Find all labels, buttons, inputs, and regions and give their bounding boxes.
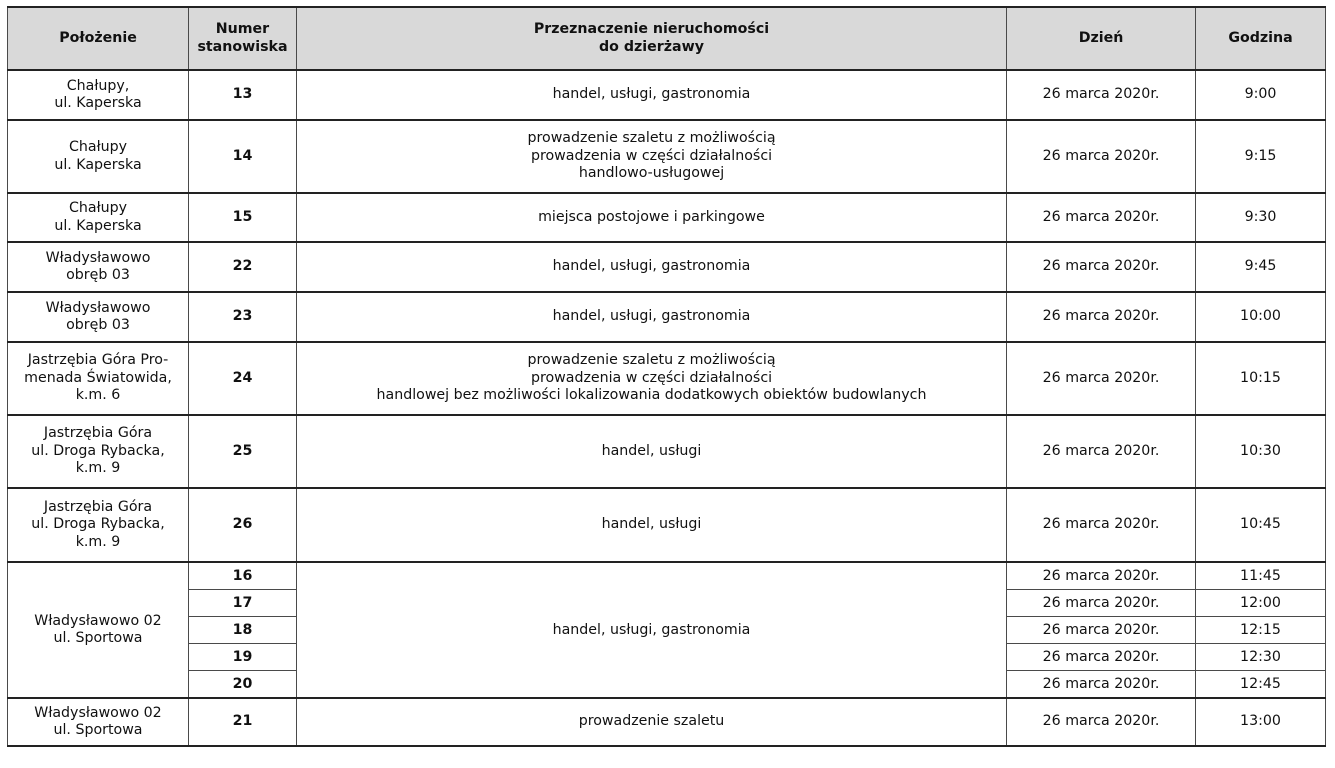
cell-location: Chałupy, ul. Kaperska: [8, 70, 189, 120]
cell-purpose: handel, usługi: [297, 488, 1007, 562]
cell-hour: 10:00: [1196, 292, 1326, 342]
cell-stand-number: 14: [189, 120, 297, 193]
cell-day: 26 marca 2020r.: [1007, 698, 1196, 746]
table-header: [8, 7, 1326, 70]
cell-purpose-group: handel, usługi, gastronomia: [297, 562, 1007, 698]
cell-hour: 10:30: [1196, 415, 1326, 488]
cell-purpose: prowadzenie szaletu: [297, 698, 1007, 746]
cell-location: Chałupy ul. Kaperska: [8, 120, 189, 193]
cell-stand-number: 25: [189, 415, 297, 488]
cell-purpose: handel, usługi, gastronomia: [297, 70, 1007, 120]
cell-hour: 9:30: [1196, 193, 1326, 242]
cell-day: 26 marca 2020r.: [1007, 488, 1196, 562]
cell-location: Jastrzębia Góra ul. Droga Rybacka, k.m. 9: [8, 415, 189, 488]
cell-hour: 10:15: [1196, 342, 1326, 415]
cell-stand-number: 23: [189, 292, 297, 342]
cell-stand-number: 16: [189, 562, 297, 590]
lease-schedule-table-container: [7, 6, 1325, 747]
cell-day: 26 marca 2020r.: [1007, 70, 1196, 120]
cell-hour: 12:15: [1196, 617, 1326, 644]
cell-purpose: handel, usługi, gastronomia: [297, 242, 1007, 292]
cell-hour: 10:45: [1196, 488, 1326, 562]
cell-hour: 12:30: [1196, 644, 1326, 671]
cell-day: 26 marca 2020r.: [1007, 242, 1196, 292]
table-row: [8, 292, 1326, 342]
cell-stand-number: 20: [189, 671, 297, 699]
lease-schedule-table: [7, 6, 1326, 747]
cell-purpose: handel, usługi, gastronomia: [297, 292, 1007, 342]
table-row: [8, 415, 1326, 488]
cell-day: 26 marca 2020r.: [1007, 562, 1196, 590]
header-row: [8, 7, 1326, 70]
header-purpose: Przeznaczenie nieruchomości do dzierżawy: [297, 7, 1007, 70]
cell-hour: 9:15: [1196, 120, 1326, 193]
cell-day: 26 marca 2020r.: [1007, 644, 1196, 671]
cell-day: 26 marca 2020r.: [1007, 193, 1196, 242]
cell-purpose: prowadzenie szaletu z możliwością prowadzenia w części działalności handlowej bez możliwości lokalizowania dodatkowych obiektów budowlanych: [297, 342, 1007, 415]
cell-location-group: Władysławowo 02 ul. Sportowa: [8, 562, 189, 698]
table-row: [8, 488, 1326, 562]
cell-location: Jastrzębia Góra Pro- menada Światowida, k.m. 6: [8, 342, 189, 415]
cell-stand-number: 17: [189, 590, 297, 617]
cell-day: 26 marca 2020r.: [1007, 590, 1196, 617]
cell-purpose: handel, usługi: [297, 415, 1007, 488]
cell-day: 26 marca 2020r.: [1007, 415, 1196, 488]
cell-hour: 11:45: [1196, 562, 1326, 590]
cell-stand-number: 15: [189, 193, 297, 242]
cell-stand-number: 13: [189, 70, 297, 120]
header-location: Położenie: [8, 7, 189, 70]
cell-stand-number: 24: [189, 342, 297, 415]
cell-hour: 9:45: [1196, 242, 1326, 292]
cell-stand-number: 18: [189, 617, 297, 644]
cell-purpose: miejsca postojowe i parkingowe: [297, 193, 1007, 242]
header-hour: Godzina: [1196, 7, 1326, 70]
cell-stand-number: 21: [189, 698, 297, 746]
cell-hour: 12:45: [1196, 671, 1326, 699]
cell-hour: 9:00: [1196, 70, 1326, 120]
table-body: [8, 70, 1326, 746]
table-row: [8, 120, 1326, 193]
cell-hour: 12:00: [1196, 590, 1326, 617]
cell-location: Chałupy ul. Kaperska: [8, 193, 189, 242]
table-row: [8, 698, 1326, 746]
cell-day: 26 marca 2020r.: [1007, 120, 1196, 193]
cell-location: Władysławowo obręb 03: [8, 292, 189, 342]
header-stand-number: Numer stanowiska: [189, 7, 297, 70]
cell-location: Władysławowo obręb 03: [8, 242, 189, 292]
cell-hour: 13:00: [1196, 698, 1326, 746]
header-day: Dzień: [1007, 7, 1196, 70]
cell-location: Władysławowo 02 ul. Sportowa: [8, 698, 189, 746]
cell-stand-number: 26: [189, 488, 297, 562]
table-row: [8, 70, 1326, 120]
cell-day: 26 marca 2020r.: [1007, 617, 1196, 644]
table-row: [8, 242, 1326, 292]
cell-day: 26 marca 2020r.: [1007, 671, 1196, 699]
cell-stand-number: 19: [189, 644, 297, 671]
table-row: [8, 193, 1326, 242]
table-row: [8, 342, 1326, 415]
cell-day: 26 marca 2020r.: [1007, 292, 1196, 342]
cell-location: Jastrzębia Góra ul. Droga Rybacka, k.m. 9: [8, 488, 189, 562]
cell-day: 26 marca 2020r.: [1007, 342, 1196, 415]
cell-purpose: prowadzenie szaletu z możliwością prowadzenia w części działalności handlowo-usługowej: [297, 120, 1007, 193]
cell-stand-number: 22: [189, 242, 297, 292]
table-row: [8, 562, 1326, 590]
